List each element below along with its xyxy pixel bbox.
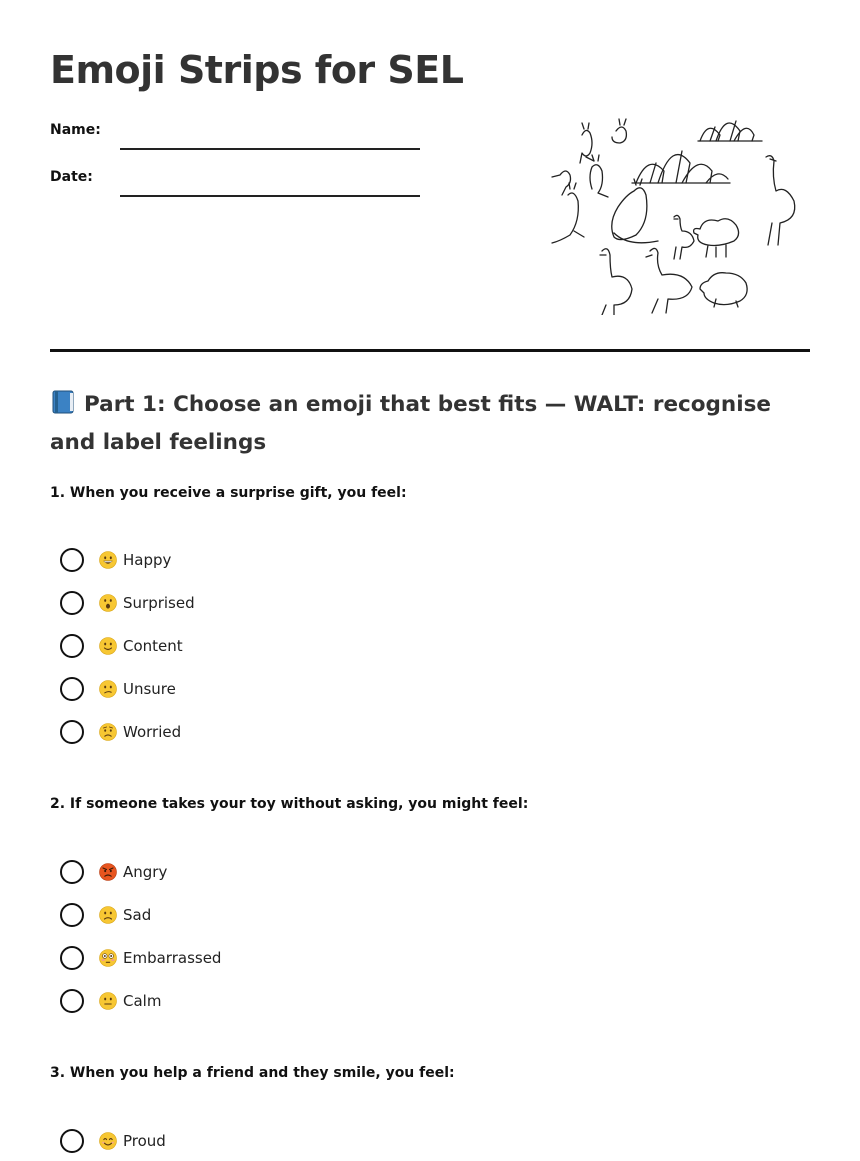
radio-button[interactable]: [60, 591, 84, 615]
radio-button[interactable]: [60, 1129, 84, 1153]
option-content[interactable]: [60, 633, 183, 659]
radio-button[interactable]: [60, 634, 84, 658]
option-proud[interactable]: [60, 1128, 166, 1154]
neutral-face-icon: [99, 992, 117, 1010]
date-label: Date:: [50, 169, 93, 185]
sheep-icon: [694, 219, 739, 257]
part1-heading-text: Part 1: Choose an emoji that best fits — WALT: recognise and label feelings: [50, 392, 771, 455]
page-title: Emoji Strips for SEL: [50, 48, 464, 92]
radio-button[interactable]: [60, 548, 84, 572]
opera-house-icon-small: [698, 121, 762, 141]
option-label: Angry: [123, 863, 168, 881]
radio-button[interactable]: [60, 903, 84, 927]
radio-button[interactable]: [60, 677, 84, 701]
confused-face-icon: [99, 680, 117, 698]
option-calm[interactable]: [60, 988, 161, 1014]
date-line[interactable]: [120, 195, 420, 197]
radio-button[interactable]: [60, 720, 84, 744]
option-unsure[interactable]: [60, 676, 176, 702]
option-embarrassed[interactable]: [60, 945, 221, 971]
question-2: 2. If someone takes your toy without asking, you might feel:: [50, 796, 529, 812]
angry-face-icon: [99, 863, 117, 881]
option-worried[interactable]: [60, 719, 181, 745]
radio-button[interactable]: [60, 989, 84, 1013]
option-label: Happy: [123, 551, 172, 569]
wombat-icon: [700, 273, 747, 307]
question-3: 3. When you help a friend and they smile, you feel:: [50, 1065, 455, 1081]
grinning-face-icon: [99, 551, 117, 569]
name-label: Name:: [50, 122, 101, 138]
opera-house-icon: [632, 151, 730, 183]
australian-animals-illustration: [540, 105, 800, 315]
kangaroo-icon: [552, 119, 658, 243]
blue-book-icon: [50, 389, 76, 415]
option-label: Calm: [123, 992, 162, 1010]
date-field: [50, 169, 420, 185]
worried-face-icon: [99, 723, 117, 741]
part1-heading: [50, 386, 810, 462]
smiling-face-with-smiling-eyes-icon: [99, 1132, 117, 1150]
section-divider: [50, 349, 810, 352]
surprised-face-icon: [99, 594, 117, 612]
option-surprised[interactable]: [60, 590, 195, 616]
option-label: Content: [123, 637, 183, 655]
option-label: Surprised: [123, 594, 195, 612]
radio-button[interactable]: [60, 946, 84, 970]
radio-button[interactable]: [60, 860, 84, 884]
question-1: 1. When you receive a surprise gift, you feel:: [50, 485, 407, 501]
name-line[interactable]: [120, 148, 420, 150]
option-angry[interactable]: [60, 859, 167, 885]
option-label: Worried: [123, 723, 182, 741]
option-label: Sad: [123, 906, 152, 924]
option-label: Proud: [123, 1132, 166, 1150]
option-label: Unsure: [123, 680, 176, 698]
option-happy[interactable]: [60, 547, 171, 573]
name-field: [50, 122, 420, 138]
option-sad[interactable]: [60, 902, 151, 928]
slightly-smiling-face-icon: [99, 637, 117, 655]
option-label: Embarrassed: [123, 949, 222, 967]
flushed-face-icon: [99, 949, 117, 967]
frowning-face-icon: [99, 906, 117, 924]
